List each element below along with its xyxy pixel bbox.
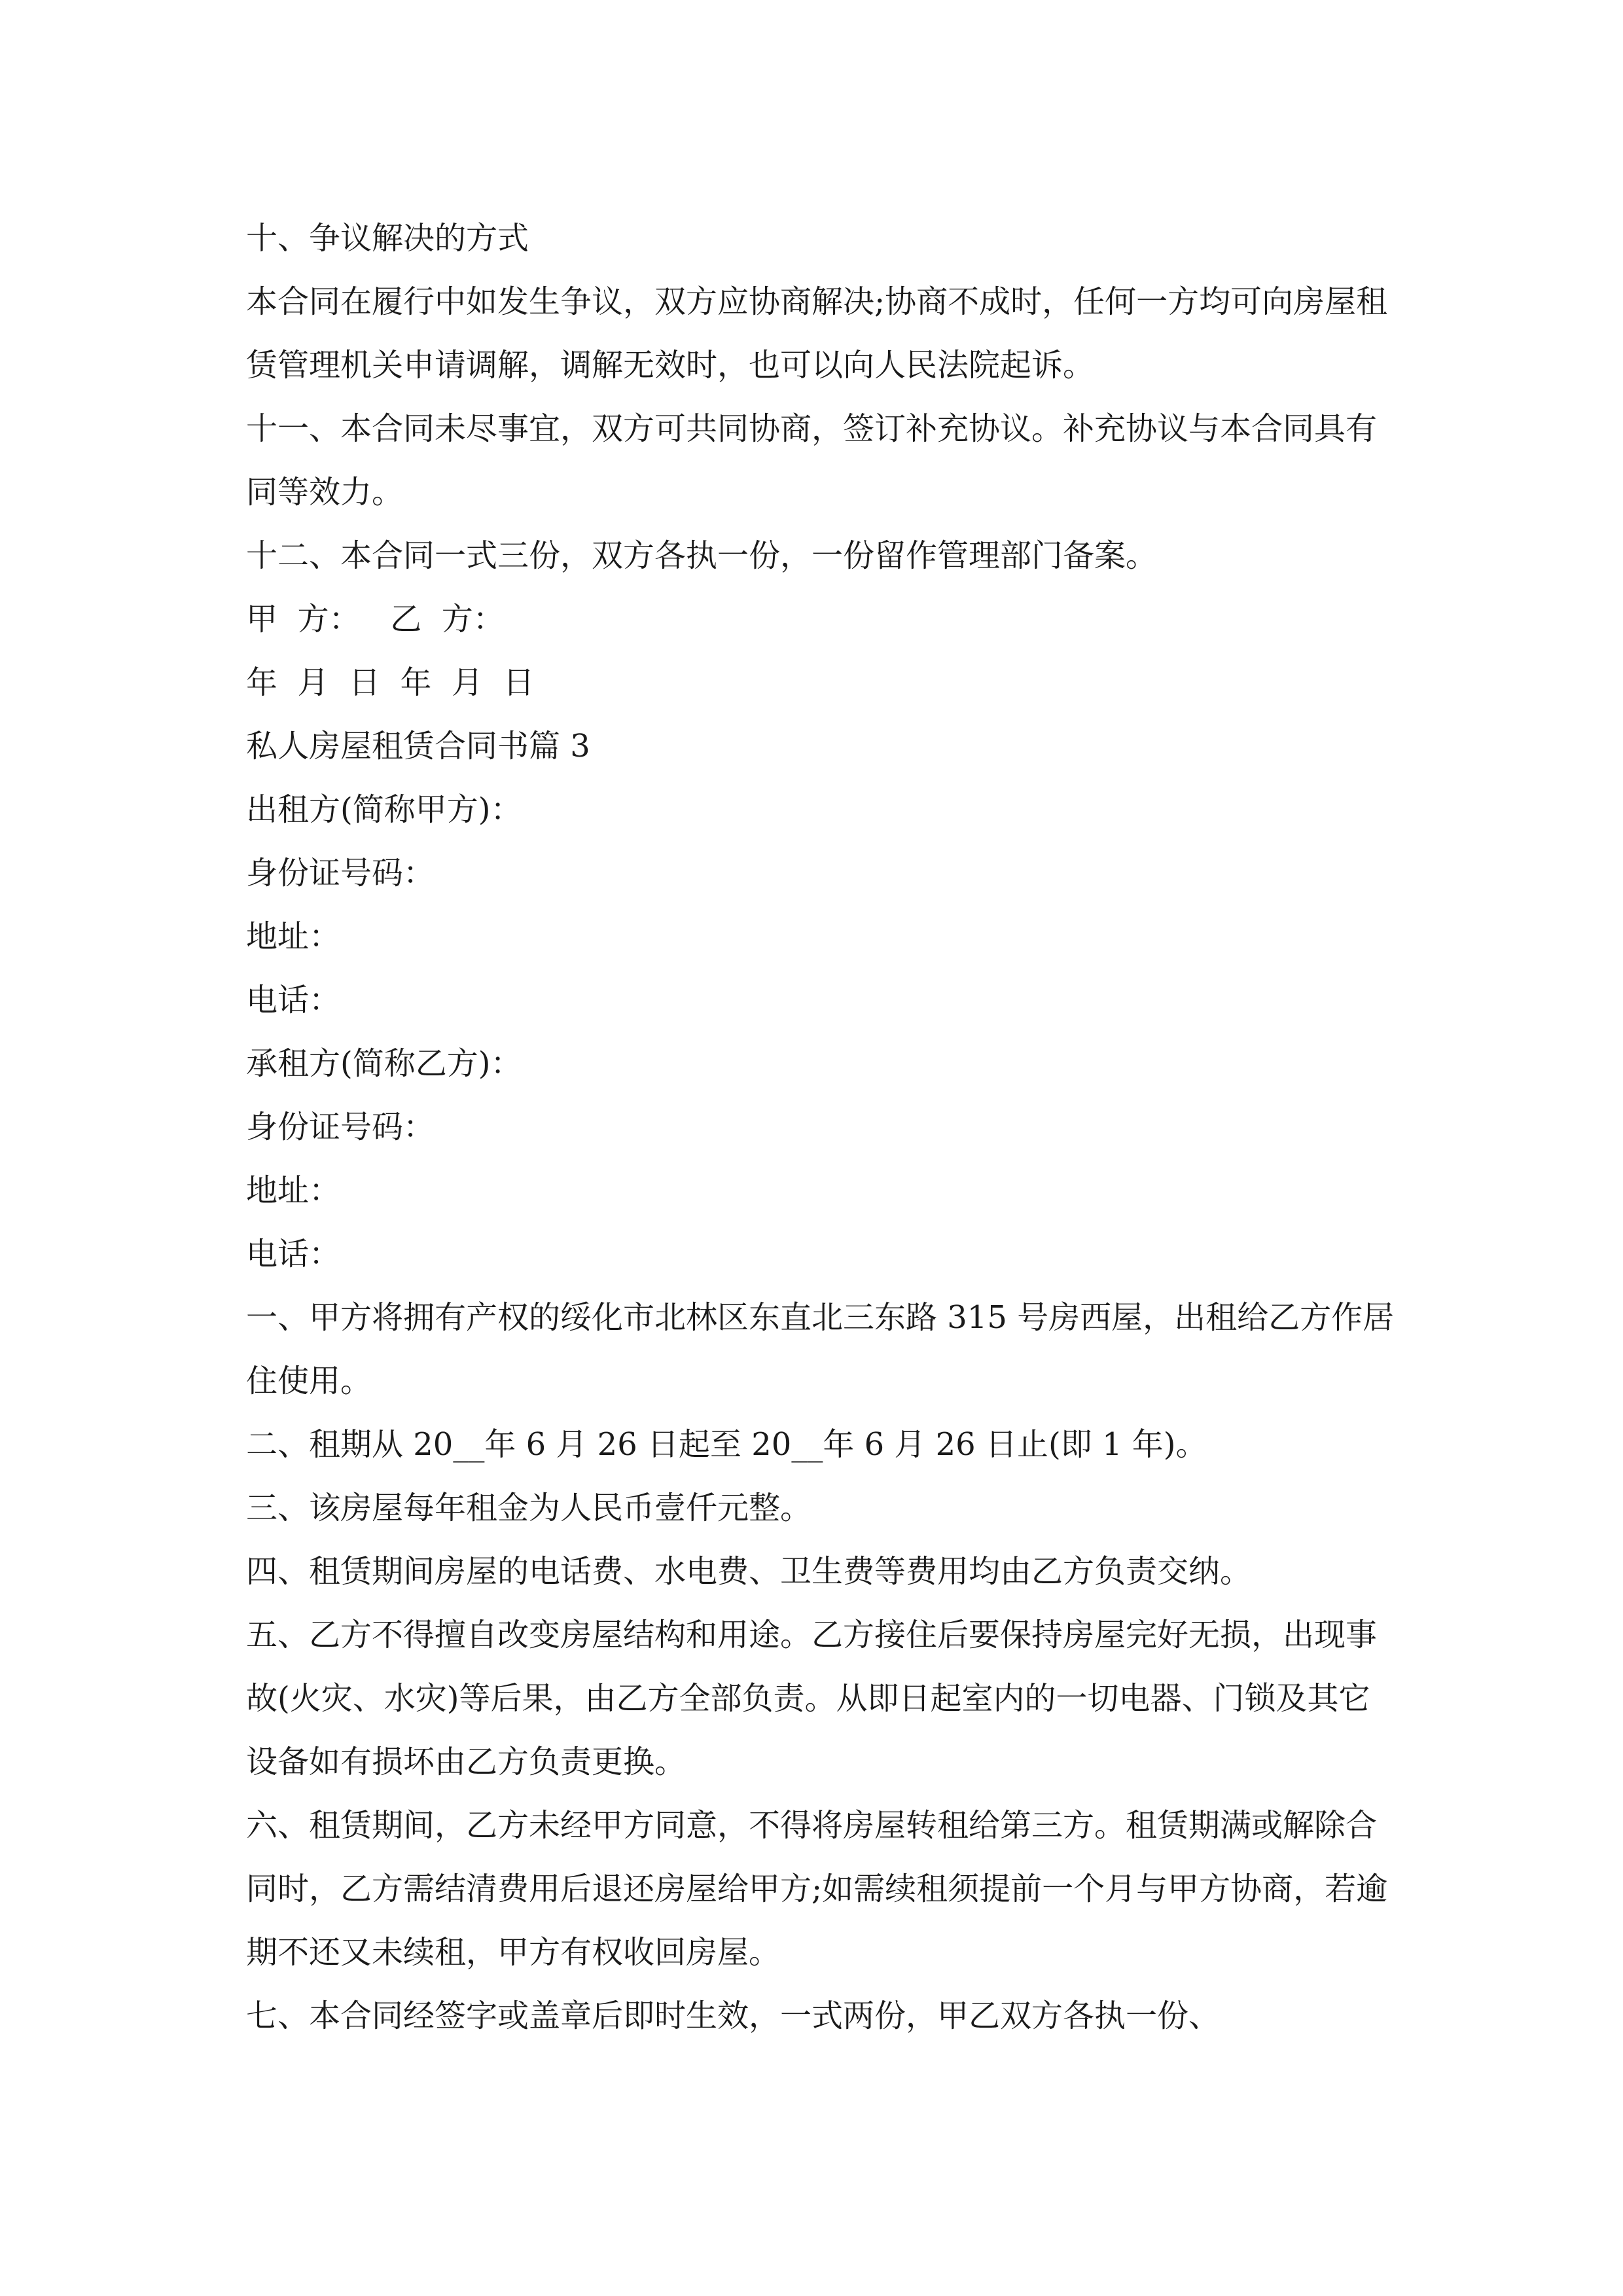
paragraph-dispute-resolution: 本合同在履行中如发生争议，双方应协商解决;协商不成时，任何一方均可向房屋租赁管理机关申请调解，调解无效时，也可以向人民法院起诉。 [246,283,1388,384]
lessor-address-label: 地址： [246,918,341,955]
clause-seven-effect: 七、本合同经签字或盖章后即时生效，一式两份，甲乙双方各执一份、 [246,1998,1221,2034]
lessee-address-label: 地址： [246,1172,341,1209]
lessor-phone-label: 电话： [246,982,341,1018]
clause-five-structure: 五、乙方不得擅自改变房屋结构和用途。乙方接住后要保持房屋完好无损，出现事故(火灾、水灾)等后果，由乙方全部负责。从即日起室内的一切电器、门锁及其它设备如有损坏由乙方负责更换。 [246,1617,1378,1780]
document-body [246,207,1398,2048]
lessor-id-number-label: 身份证号码： [246,855,435,891]
lessee-phone-label: 电话： [246,1236,341,1272]
signature-parties-line: 甲 方： 乙 方： [246,601,505,637]
clause-three-rent: 三、该房屋每年租金为人民币壹仟元整。 [246,1490,812,1526]
section-heading-dispute: 十、争议解决的方式 [246,220,529,257]
clause-four-utilities: 四、租赁期间房屋的电话费、水电费、卫生费等费用均由乙方负责交纳。 [246,1553,1252,1590]
signature-date-line: 年 月 日 年 月 日 [246,664,535,701]
lessee-id-number-label: 身份证号码： [246,1109,435,1145]
clause-six-sublet: 六、租赁期间，乙方未经甲方同意，不得将房屋转租给第三方。租赁期满或解除合同时，乙方需结清费用后退还房屋给甲方;如需续租须提前一个月与甲方协商，若逾期不还又未续租，甲方有权收回房屋。 [246,1807,1388,1971]
paragraph-clause-twelve: 十二、本合同一式三份，双方各执一份，一份留作管理部门备案。 [246,537,1158,574]
contract-title: 私人房屋租赁合同书篇 3 [246,728,590,764]
clause-two-term: 二、租期从 20__年 6 月 26 日起至 20__年 6 月 26 日止(即 1 年)。 [246,1426,1207,1463]
lessor-label: 出租方(简称甲方)： [246,791,522,828]
paragraph-clause-eleven: 十一、本合同未尽事宜，双方可共同协商，签订补充协议。补充协议与本合同具有同等效力。 [246,410,1378,511]
lessee-label: 承租方(简称乙方)： [246,1045,522,1082]
clause-one-property: 一、甲方将拥有产权的绥化市北林区东直北三东路 315 号房西屋，出租给乙方作居住使用。 [246,1299,1395,1399]
